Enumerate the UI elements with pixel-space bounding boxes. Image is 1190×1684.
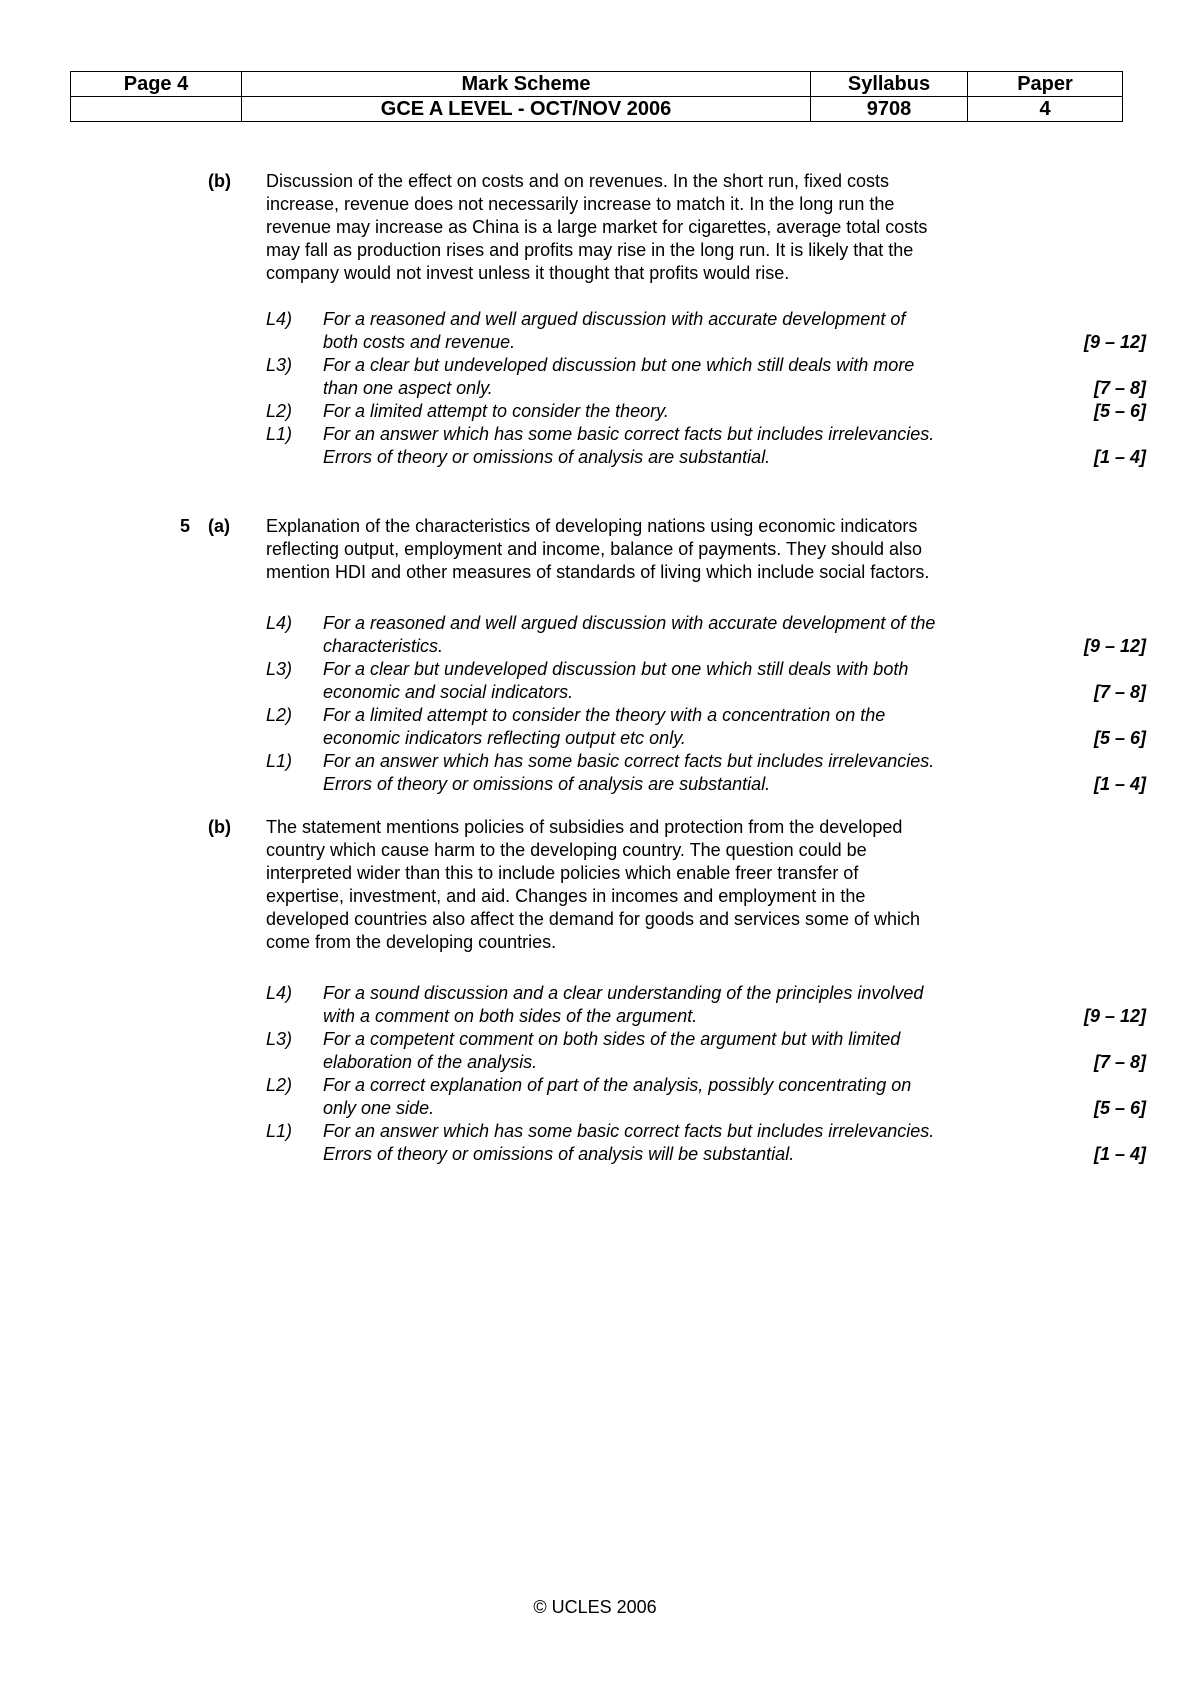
level-mark-range: [9 – 12] [1083,635,1146,656]
paper-number: 4 [968,97,1123,122]
question-part: (a) [208,516,230,536]
level-text [323,400,1023,423]
description-line: The statement mentions policies of subsidies and protection from the developed [266,817,903,837]
syllabus-label: Syllabus [811,72,968,97]
level-text [323,1028,1023,1073]
level-mark-range: [1 – 4] [1093,446,1146,467]
level-text-line: Errors of theory or omissions of analysis are substantial. [323,773,771,794]
level-text-line: For a correct explanation of part of the analysis, possibly concentrating on [323,1075,912,1095]
level-code: L1) [266,1121,293,1141]
question-part: (b) [208,171,231,191]
description-line: come from the developing countries. [266,932,557,952]
question-number: 5 [180,516,191,536]
level-code: L4) [266,613,293,633]
level-text-line: For a limited attempt to consider the theory with a concentration on the [323,705,886,725]
description-line: expertise, investment, and aid. Changes in incomes and employment in the [266,886,866,906]
level-text [323,1120,1023,1165]
level-text [323,658,1023,703]
level-code: L3) [266,659,293,679]
exam-title: GCE A LEVEL - OCT/NOV 2006 [242,97,811,122]
level-text-line: For a reasoned and well argued discussion with accurate development of [323,309,906,329]
level-text-line: For a reasoned and well argued discussion with accurate development of the [323,613,936,633]
level-mark-range: [5 – 6] [1093,401,1146,421]
description-line: company would not invest unless it thought that profits would rise. [266,263,790,283]
description-line: interpreted wider than this to include policies which enable freer transfer of [266,863,859,883]
level-text-line: For an answer which has some basic correct facts but includes irrelevancies. [323,751,935,771]
level-text-line: Errors of theory or omissions of analysis will be substantial. [323,1143,795,1164]
description-line: developed countries also affect the demand for goods and services some of which [266,909,921,929]
description-line: revenue may increase as China is a large market for cigarettes, average total costs [266,217,928,237]
question-description [266,170,1026,285]
page-label: Page 4 [71,72,242,97]
level-mark-range: [5 – 6] [1093,1097,1146,1118]
level-mark-range: [7 – 8] [1093,377,1146,398]
level-text [323,423,1023,468]
level-code: L2) [266,1075,293,1095]
level-code: L1) [266,751,293,771]
level-text-line: For an answer which has some basic correct facts but includes irrelevancies. [323,1121,935,1141]
level-text-line: economic and social indicators. [323,681,574,702]
description-line: reflecting output, employment and income, balance of payments. They should also [266,539,923,559]
header-table [70,71,1123,122]
level-text [323,982,1023,1027]
level-text-line: elaboration of the analysis. [323,1051,538,1072]
level-text [323,308,1023,353]
level-mark-range: [1 – 4] [1093,773,1146,794]
mark-scheme-title: Mark Scheme [242,72,811,97]
question-description [266,515,1026,584]
description-line: Explanation of the characteristics of developing nations using economic indicators [266,516,918,536]
level-text-line: For a sound discussion and a clear understanding of the principles involved [323,983,924,1003]
level-text-line: characteristics. [323,635,444,656]
syllabus-code: 9708 [811,97,968,122]
level-text-line: with a comment on both sides of the argument. [323,1005,698,1026]
level-text-line: For a clear but undeveloped discussion but one which still deals with both [323,659,909,679]
description-line: increase, revenue does not necessarily increase to match it. In the long run the [266,194,895,214]
level-code: L3) [266,1029,293,1049]
level-mark-range: [9 – 12] [1083,331,1146,352]
footer-copyright: © UCLES 2006 [533,1597,657,1617]
level-text-line: only one side. [323,1097,435,1118]
description-line: mention HDI and other measures of standards of living which include social factors. [266,562,930,582]
level-mark-range: [5 – 6] [1093,727,1146,748]
description-line: Discussion of the effect on costs and on revenues. In the short run, fixed costs [266,171,890,191]
level-code: L3) [266,355,293,375]
level-text-line: For a competent comment on both sides of the argument but with limited [323,1029,901,1049]
level-mark-range: [7 – 8] [1093,1051,1146,1072]
level-mark-range: [1 – 4] [1093,1143,1146,1164]
level-text [323,1074,1023,1119]
level-text-line: both costs and revenue. [323,331,516,352]
level-text [323,612,1023,657]
level-text-line: economic indicators reflecting output etc only. [323,727,686,748]
description-line: country which cause harm to the developing country. The question could be [266,840,867,860]
empty-cell [71,97,242,122]
level-code: L2) [266,401,293,421]
level-text-line: than one aspect only. [323,377,493,398]
level-text-line: For a clear but undeveloped discussion but one which still deals with more [323,355,915,375]
level-text-line: Errors of theory or omissions of analysis are substantial. [323,446,771,467]
level-mark-range: [7 – 8] [1093,681,1146,702]
level-text [323,354,1023,399]
level-text-line: For a limited attempt to consider the theory. [323,401,669,421]
paper-label: Paper [968,72,1123,97]
level-text [323,704,1023,749]
description-line: may fall as production rises and profits may rise in the long run. It is likely that the [266,240,914,260]
level-code: L1) [266,424,293,444]
level-code: L2) [266,705,293,725]
level-mark-range: [9 – 12] [1083,1005,1146,1026]
level-code: L4) [266,309,293,329]
question-description [266,816,1026,954]
question-part: (b) [208,817,231,837]
level-text [323,750,1023,795]
level-code: L4) [266,983,293,1003]
level-text-line: For an answer which has some basic correct facts but includes irrelevancies. [323,424,935,444]
